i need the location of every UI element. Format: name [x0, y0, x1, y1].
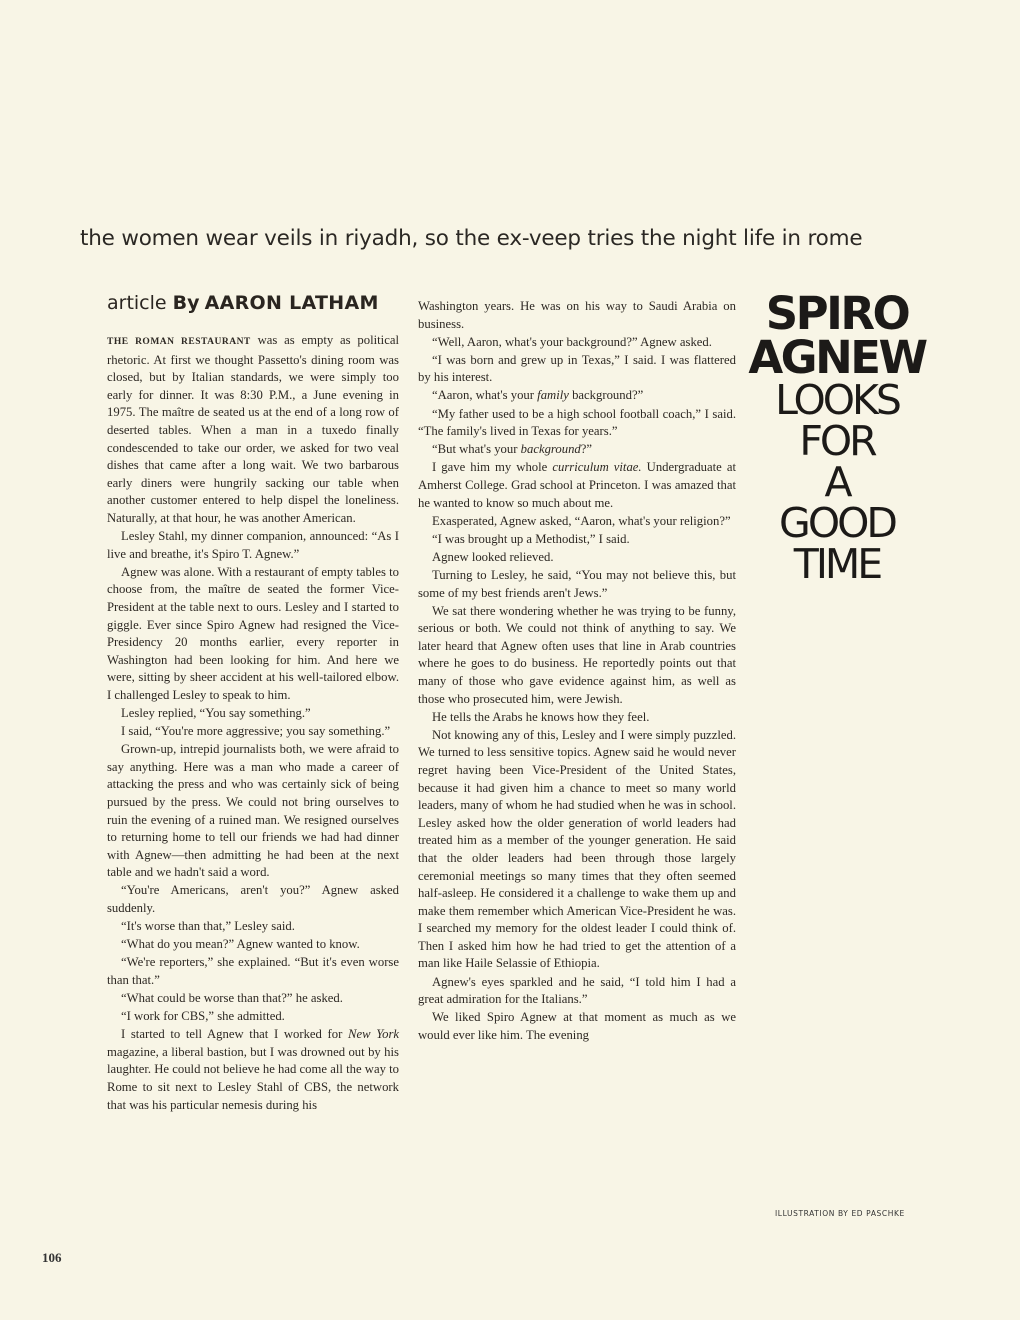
paragraph: “I was brought up a Methodist,” I said. — [432, 531, 630, 546]
illustration-credit: ILLUSTRATION BY ED PASCHKE — [775, 1209, 905, 1218]
article-headline — [742, 287, 932, 588]
paragraph: Agnew's eyes sparkled and he said, “I told him I had a great admiration for the Italians.” — [418, 974, 736, 1007]
paragraph: THE ROMAN RESTAURANT was as empty as political rhetoric. At first we thought Passetto's dining room was closed, but by Italian standards, we were simply too early for dinner. It was 8:30 P.M., a June evening in 1975. The maître de seated us at the end of a long row of deserted tables. When a man in a tuxedo finally condescended to take our order, we asked for two veal dishes that came after a long wait. We two barbarous early diners were hungrily sacking our table when another customer entered to help dispel the loneliness. Naturally, at that hour, he was another American. — [107, 333, 399, 525]
paragraph: “You're Americans, aren't you?” Agnew asked suddenly. — [107, 883, 399, 915]
paragraph: I started to tell Agnew that I worked for New York magazine, a liberal bastion, but I was drowned out by his laughter. He could not believe he had come all the way to Rome to sit next to Lesley Stahl of CBS, the network that was his particular nemesis during his — [107, 1027, 400, 1112]
paragraph: Agnew looked relieved. — [432, 549, 554, 564]
paragraph: “I work for CBS,” she admitted. — [121, 1009, 285, 1024]
headline-line-2: AGNEW — [748, 331, 926, 384]
article-column-1 — [107, 332, 399, 1247]
paragraph: “What do you mean?” Agnew wanted to know. — [121, 937, 360, 952]
headline-line-7: TIME — [793, 540, 881, 588]
paragraph: Turning to Lesley, he said, “You may not believe this, but some of my best friends aren't Jews.” — [418, 567, 736, 600]
headline-line-6: GOOD — [779, 499, 895, 547]
paragraph: I said, “You're more aggressive; you say something.” — [121, 724, 391, 739]
byline-kicker: article — [107, 292, 167, 314]
headline-line-5: A — [824, 458, 850, 506]
paragraph: Grown-up, intrepid journalists both, we were afraid to say anything. Here was a man who made a career of attacking the press and who was certainly sick of being pursued by the press. We could not bring ourselves to ruin the evening of a ruined man. We resigned ourselves to returning home to tell our friends we had had dinner with Agnew—then admitting he had been at the next table and we hadn't said a word. — [107, 742, 399, 880]
paragraph: “My father used to be a high school football coach,” I said. “The family's lived in Texas for years.” — [418, 406, 736, 439]
paragraph: Washington years. He was on his way to Saudi Arabia on business. — [418, 299, 736, 331]
paragraph: “What could be worse than that?” he asked. — [121, 990, 343, 1005]
paragraph: Exasperated, Agnew asked, “Aaron, what's your religion?” — [432, 513, 731, 528]
page-number: 106 — [42, 1250, 62, 1265]
lead-smallcaps: THE ROMAN RESTAURANT — [107, 337, 251, 347]
headline-line-4: FOR — [799, 417, 875, 465]
magazine-name: New York — [348, 1027, 400, 1042]
paragraph: Lesley replied, “You say something.” — [121, 705, 311, 720]
byline — [107, 292, 407, 314]
byline-by: By — [172, 292, 200, 314]
paragraph: “It's worse than that,” Lesley said. — [121, 919, 295, 934]
paragraph: We sat there wondering whether he was trying to be funny, serious or both. We could not think of anything to say. We later heard that Agnew often uses that line in Arab countries where he goes to do business. He reportedly points out that many of those who gave evidence against him, as well as those who prosecuted him, were Jewish. — [418, 603, 736, 706]
paragraph: I gave him my whole curriculum vitae. Undergraduate at Amherst College. Grad school at Princeton. I was amazed that he wanted to know so much about me. — [418, 460, 737, 510]
paragraph: Lesley Stahl, my dinner companion, announced: “As I live and breathe, it's Spiro T. Agnew.” — [107, 529, 399, 561]
paragraph: Not knowing any of this, Lesley and I were simply puzzled. We turned to less sensitive topics. Agnew said he would never regret having been Vice-President of the United States, because it had given him a chance to meet so many world leaders, many of whom he had studied when he was in school. Lesley asked how the older generation of world leaders had treated him as a member of the younger generation. He said that the older leaders had been through those largely ceremonial meetings so many times that they often seemed half-asleep. He considered it a challenge to wake them up and make them remember which American Vice-President he was. I searched my memory for the oldest leader I could think of. Then I asked him how he had tried to get the attention of a man like Haile Selassie of Ethiopia. — [418, 727, 736, 971]
paragraph: “Well, Aaron, what's your background?” Agnew asked. — [432, 334, 712, 349]
headline-line-1: SPIRO — [765, 287, 909, 340]
byline-author: AARON LATHAM — [204, 292, 379, 314]
paragraph: We liked Spiro Agnew at that moment as much as we would ever like him. The evening — [418, 1010, 736, 1042]
paragraph: “I was born and grew up in Texas,” I said. I was flattered by his interest. — [418, 352, 736, 385]
paragraph: “We're reporters,” she explained. “But it's even worse than that.” — [107, 955, 399, 987]
paragraph: “But what's your background?” — [432, 442, 593, 457]
paragraph: “Aaron, what's your family background?” — [432, 388, 644, 403]
paragraph: He tells the Arabs he knows how they feel. — [432, 709, 650, 724]
headline-line-3: LOOKS — [775, 376, 899, 424]
article-tagline: the women wear veils in riyadh, so the ex-veep tries the night life in rome — [80, 226, 863, 251]
paragraph: Agnew was alone. With a restaurant of empty tables to choose from, the maître de seated the former Vice-President at the table next to ours. Lesley and I started to giggle. Ever since Spiro Agnew had resigned the Vice-Presidency 20 months earlier, every reporter in Washington had been looking for him. And here we were, sitting by sheer accident at his well-tailored elbow. I challenged Lesley to speak to him. — [107, 564, 399, 702]
article-column-2 — [418, 298, 736, 1233]
